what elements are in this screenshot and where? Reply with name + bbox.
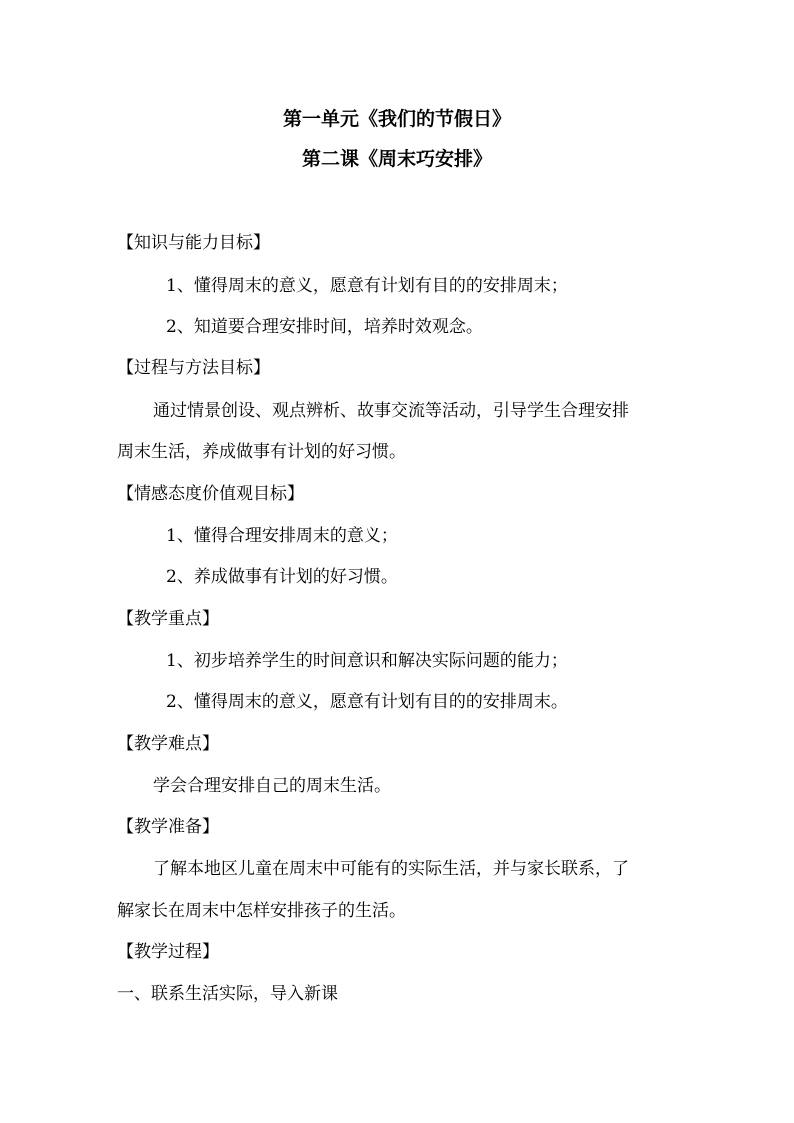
section-heading-difficulties: 【教学难点】 (117, 734, 219, 754)
section-heading-process-goals: 【过程与方法目标】 (117, 358, 270, 378)
section-heading-key-points: 【教学重点】 (117, 609, 219, 629)
step-heading: 一、联系生活实际，导入新课 (117, 984, 338, 1004)
list-item: 2、懂得周末的意义，愿意有计划有目的的安排周末。 (166, 692, 568, 712)
document-subtitle: 第二课《周末巧安排》 (301, 148, 492, 170)
list-item: 2、知道要合理安排时间，培养时效观念。 (166, 317, 483, 337)
section-heading-emotion-goals: 【情感态度价值观目标】 (117, 484, 304, 504)
section-heading-knowledge-goals: 【知识与能力目标】 (117, 233, 270, 253)
document-title: 第一单元《我们的节假日》 (282, 108, 511, 130)
paragraph-line: 了解本地区儿童在周末中可能有的实际生活，并与家长联系，了 (153, 859, 629, 879)
paragraph-line: 周末生活，养成做事有计划的好习惯。 (117, 442, 406, 462)
list-item: 1、懂得周末的意义，愿意有计划有目的的安排周末； (166, 276, 568, 296)
paragraph-line: 解家长在周末中怎样安排孩子的生活。 (117, 901, 406, 921)
paragraph-line: 学会合理安排自己的周末生活。 (153, 776, 391, 796)
section-heading-process: 【教学过程】 (117, 942, 219, 962)
list-item: 1、懂得合理安排周末的意义； (166, 526, 398, 546)
section-heading-preparation: 【教学准备】 (117, 817, 219, 837)
list-item: 1、初步培养学生的时间意识和解决实际问题的能力； (166, 651, 568, 671)
paragraph-line: 通过情景创设、观点辨析、故事交流等活动，引导学生合理安排 (153, 401, 629, 421)
list-item: 2、养成做事有计划的好习惯。 (166, 567, 398, 587)
